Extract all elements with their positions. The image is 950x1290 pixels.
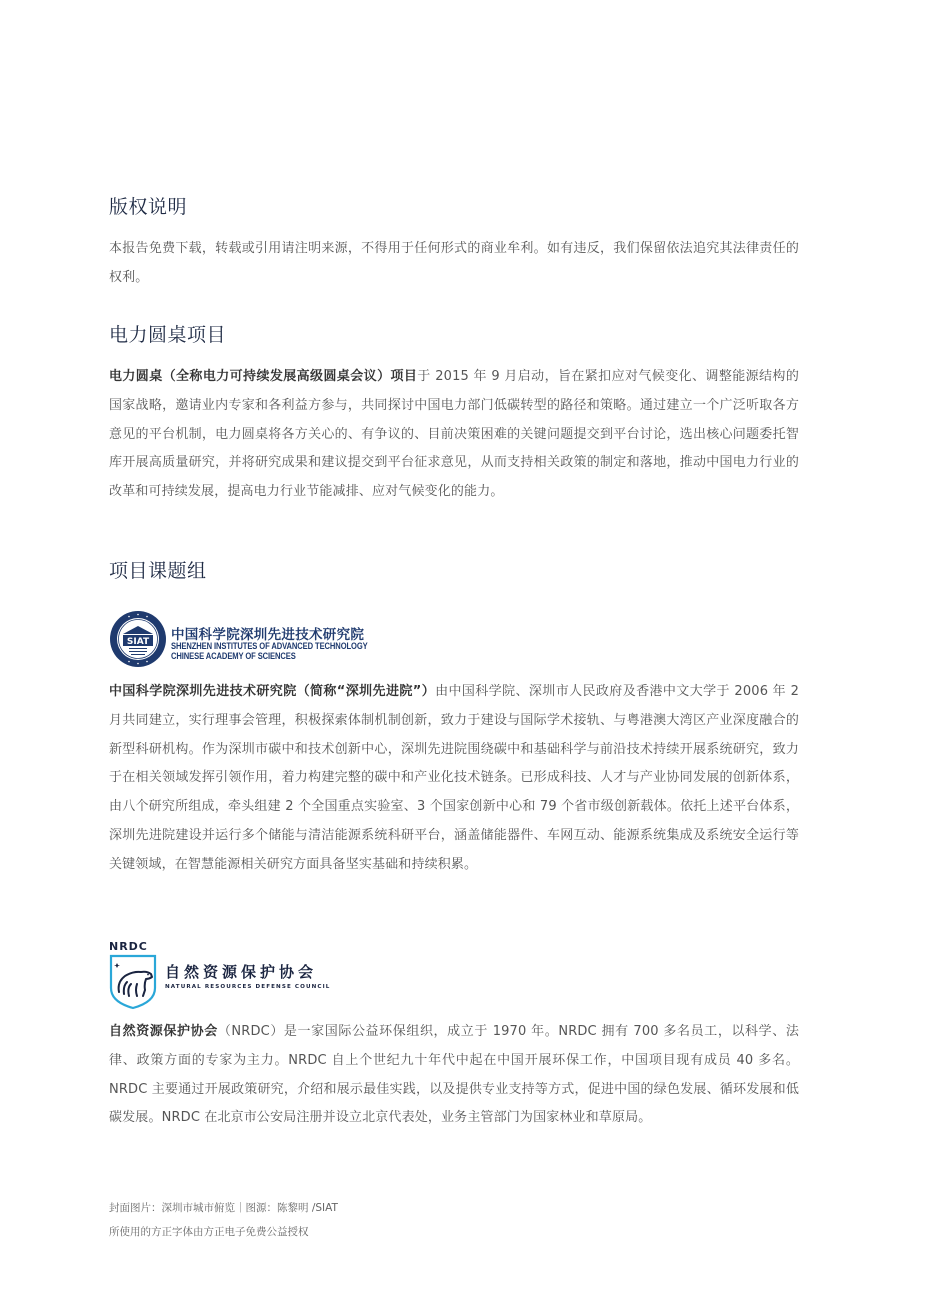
roundtable-body-text: 于 2015 年 9 月启动，旨在紧扣应对气候变化、调整能源结构的国家战略，邀请业内专家和各利益方参与，共同探讨中国电力部门低碳转型的路径和策略。通过建立一个广泛听取各方意见的平台机制，电力圆桌将各方关心的、有争议的、目前决策困难的关键问题提交到平台讨论，选出核心问题委托智库开展高质量研究，并将研究成果和建议提交到平台征求意见，从而支持相关政策的制定和落地，推动中国电力行业的改革和可持续发展，提高电力行业节能减排、应对气候变化的能力。 xyxy=(109,369,799,500)
siat-body xyxy=(109,678,799,880)
project-team-title: 项目课题组 xyxy=(109,560,207,582)
nrdc-body-text: （NRDC）是一家国际公益环保组织，成立于 1970 年。NRDC 拥有 700 多名员工，以科学、法律、政策方面的专家为主力。NRDC 自上个世纪九十年代中起在中国开展环保工作，中国项目现有成员 40 多名。NRDC 主要通过开展政策研究，介绍和展示最佳实践，以及提供专业支持等方式，促进中国的绿色发展、循环发展和低碳发展。NRDC 在北京市公安局注册并设立北京代表处，业务主管部门为国家林业和草原局。 xyxy=(109,1024,800,1126)
siat-name-en-line2: CHINESE ACADEMY OF SCIENCES xyxy=(171,651,296,662)
svg-text:SIAT: SIAT xyxy=(126,637,150,647)
roundtable-body-bold: 电力圆桌（全称电力可持续发展高级圆桌会议）项目 xyxy=(109,369,418,384)
nrdc-name-cn: 自然资源保护协会 xyxy=(165,963,318,981)
siat-body-bold: 中国科学院深圳先进技术研究院（简称“深圳先进院”） xyxy=(109,684,436,699)
polar-bear-shield-icon xyxy=(109,954,157,1010)
nrdc-body xyxy=(109,1018,799,1133)
copyright-title: 版权说明 xyxy=(109,196,188,218)
nrdc-wordmark: NRDC xyxy=(109,940,148,953)
siat-name-cn: 中国科学院深圳先进技术研究院 xyxy=(171,627,365,643)
siat-name-en-line1: SHENZHEN INSTITUTES OF ADVANCED TECHNOLOGY xyxy=(171,641,368,652)
cover-credit: 封面图片：深圳市城市俯览｜图源：陈黎明 /SIAT xyxy=(109,1202,338,1214)
nrdc-body-bold: 自然资源保护协会 xyxy=(109,1024,218,1039)
roundtable-title: 电力圆桌项目 xyxy=(109,324,227,346)
nrdc-logo xyxy=(109,940,339,1010)
siat-emblem-icon xyxy=(109,610,167,668)
siat-body-text: 由中国科学院、深圳市人民政府及香港中文大学于 2006 年 2 月共同建立，实行理事会管理，积极探索体制机制创新，致力于建设与国际学术接轨、与粤港澳大湾区产业深度融合的新型科研机构。作为深圳市碳中和技术创新中心，深圳先进院围绕碳中和基础科学与前沿技术持续开展系统研究，致力于在相关领域发挥引领作用，着力构建完整的碳中和产业化技术链条。已形成科技、人才与产业协同发展的创新体系，由八个研究所组成，牵头组建 2 个全国重点实验室、3 个国家创新中心和 79 个省市级创新载体。依托上述平台体系，深圳先进院建设并运行多个储能与清洁能源系统科研平台，涵盖储能器件、车网互动、能源系统集成及系统安全运行等关键领域，在智慧能源相关研究方面具备坚实基础和持续积累。 xyxy=(109,684,799,872)
copyright-body: 本报告免费下载，转载或引用请注明来源，不得用于任何形式的商业牟利。如有违反，我们保留依法追究其法律责任的权利。 xyxy=(109,241,799,285)
nrdc-name-en: NATURAL RESOURCES DEFENSE COUNCIL xyxy=(165,984,331,990)
roundtable-body xyxy=(109,363,799,507)
siat-logo xyxy=(109,610,409,670)
font-credit: 所使用的方正字体由方正电子免费公益授权 xyxy=(109,1226,309,1238)
